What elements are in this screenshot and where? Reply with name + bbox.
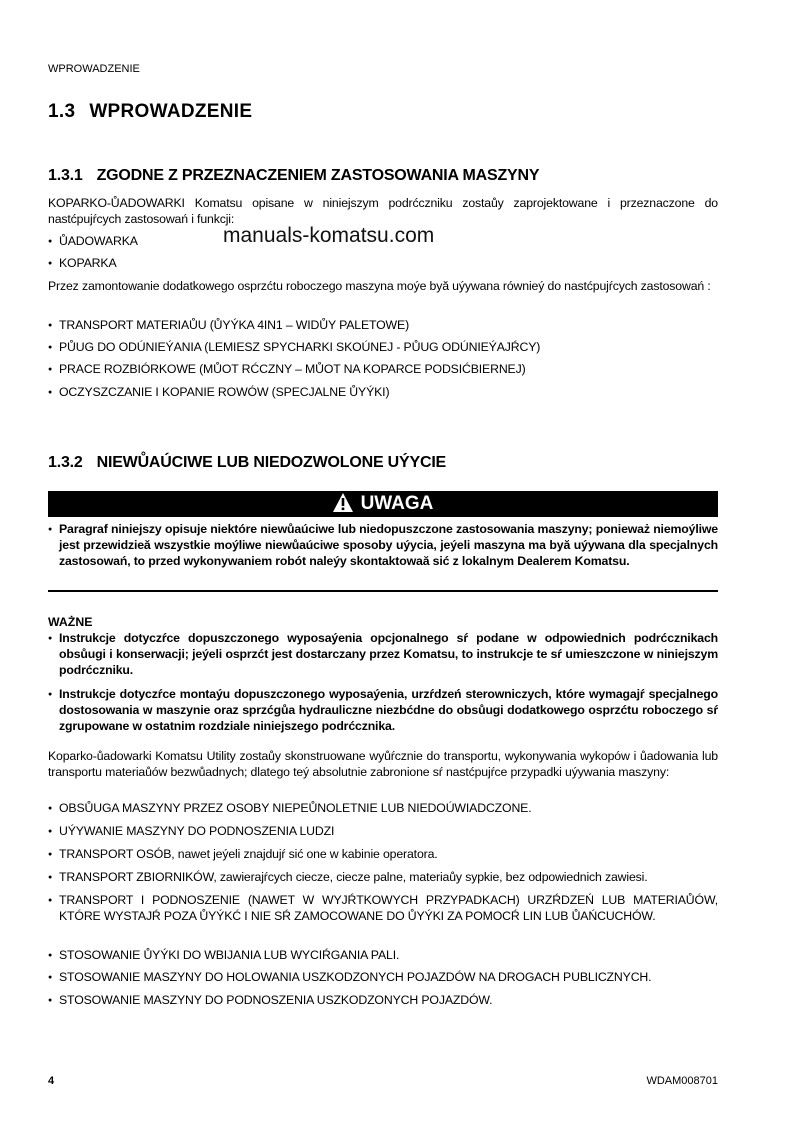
list-item: ● PŮUG DO ODÚNIEÝANIA (LEMIESZ SPYCHARKI SKOÚNEJ - PŮUG ODÚNIEÝAJŔCY) <box>48 339 718 355</box>
running-header: WPROWADZENIE <box>48 63 140 75</box>
paragraph: Przez zamontowanie dodatkowego osprzćtu roboczego maszyna moýe byă uýywana równieý do nastćpujŕcych zastosowań : <box>48 279 711 293</box>
section-heading <box>48 101 718 123</box>
important-item: ● Instrukcje dotyczŕce montaýu dopuszczonego wyposaýenia, urzŕdzeń sterowniczych, które wymagajŕ specjalnego dostosowania w maszynie oraz sprzćgůa hydrauliczne niezbćdne do obsůugi dodatkowego osprzćtu roboczego sŕ zgrupowane w ostatnim rozdziale niniejszego podrćcznika. <box>48 686 718 734</box>
list-item: ● TRANSPORT MATERIAŮU (ŮYÝKA 4IN1 – WIDŮY PALETOWE) <box>48 317 718 333</box>
list-item: ● TRANSPORT I PODNOSZENIE (NAWET W WYJŔTKOWYCH PRZYPADKACH) URZŔDZEŃ LUB MATERIAŮÓW, KTÓRE WYSTAJŔ POZA ŮYÝKĆ I NIE SŔ ZAMOCOWANE DO ŮYÝKI ZA POMOCŔ LIN LUB ŮAŃCUCHÓW. <box>48 892 718 924</box>
intro-paragraph: KOPARKO-ŮADOWARKI Komatsu opisane w niniejszym podrćczniku zostaůy zaprojektowane i przeznaczone do nastćpujŕcych zastosowań i funkcji: <box>48 196 718 226</box>
warning-label: UWAGA <box>360 493 434 514</box>
subsection-title: NIEWŮAÚCIWE LUB NIEDOZWOLONE UÝYCIE <box>96 454 447 471</box>
section-title: WPROWADZENIE <box>89 101 253 122</box>
list-item: ● UÝYWANIE MASZYNY DO PODNOSZENIA LUDZI <box>48 823 718 839</box>
list-item: ● STOSOWANIE MASZYNY DO HOLOWANIA USZKODZONYCH POJAZDÓW NA DROGACH PUBLICZNYCH. <box>48 969 718 985</box>
subsection-title: ZGODNE Z PRZEZNACZENIEM ZASTOSOWANIA MASZYNY <box>96 167 540 184</box>
subsection-number: 1.3.1 <box>48 167 83 184</box>
important-label: WAŻNE <box>48 615 93 629</box>
list-item: ● OCZYSZCZANIE I KOPANIE ROWÓW (SPECJALNE ŮYÝKI) <box>48 384 718 400</box>
list-item: ● KOPARKA <box>48 255 718 271</box>
watermark: manuals-komatsu.com <box>223 224 435 247</box>
section-number: 1.3 <box>48 101 76 122</box>
list-item: ● TRANSPORT OSÓB, nawet jeýeli znajdujŕ sić one w kabinie operatora. <box>48 846 718 862</box>
warning-triangle-icon <box>333 493 353 512</box>
important-item: ● Instrukcje dotyczŕce dopuszczonego wyposaýenia opcjonalnego sŕ podane w odpowiednich podrćcznikach obsůugi i konserwacji; jeýeli osprzćt jest dostarczany przez Komatsu, to instrukcje te sŕ umieszczone w niniejszym podrćczniku. <box>48 630 718 678</box>
subsection-heading-2 <box>48 454 718 472</box>
list-item: ● OBSŮUGA MASZYNY PRZEZ OSOBY NIEPEŮNOLETNIE LUB NIEDOÚWIADCZONE. <box>48 800 718 816</box>
subsection-number: 1.3.2 <box>48 454 83 471</box>
document-code: WDAM008701 <box>646 1075 718 1087</box>
list-item: ● PRACE ROZBIÓRKOWE (MŮOT RĆCZNY – MŮOT NA KOPARCE PODSIĆBIERNEJ) <box>48 361 718 377</box>
list-item: ● STOSOWANIE ŮYÝKI DO WBIJANIA LUB WYCIŔGANIA PALI. <box>48 947 718 963</box>
list-item: ● STOSOWANIE MASZYNY DO PODNOSZENIA USZKODZONYCH POJAZDÓW. <box>48 992 718 1008</box>
list-item: ● TRANSPORT ZBIORNIKÓW, zawierajŕcych ciecze, ciecze palne, materiaůy sypkie, bez odpowiednich zawiesi. <box>48 869 718 885</box>
subsection-heading-1 <box>48 167 718 185</box>
warning-text: ● Paragraf niniejszy opisuje niektóre niewůaúciwe lub niedopuszczone zastosowania maszyny; ponieważ niemoýliwe jest przewidzieă wszystkie moýliwe niewůaúciwe sposoby uýycia, jeýeli maszyna ma byă uýywana dla specjalnych zastosowań, to przed wykonywaniem robót naleýy skontaktowaă sić z lokalnym Dealerem Komatsu. <box>48 521 718 569</box>
warning-banner <box>48 491 718 517</box>
page-number: 4 <box>48 1075 55 1087</box>
paragraph: Koparko-ůadowarki Komatsu Utility zostaůy skonstruowane wyůŕcznie do transportu, wykonywania wykopów i ůadowania lub transportu materiaůów bezwůadnych; dlatego teý absolutnie zabronione sŕ nastćpujŕce przypadki uýywania maszyny: <box>48 749 718 779</box>
list-item: ● ŮADOWARKA <box>48 233 718 249</box>
divider <box>48 590 718 592</box>
